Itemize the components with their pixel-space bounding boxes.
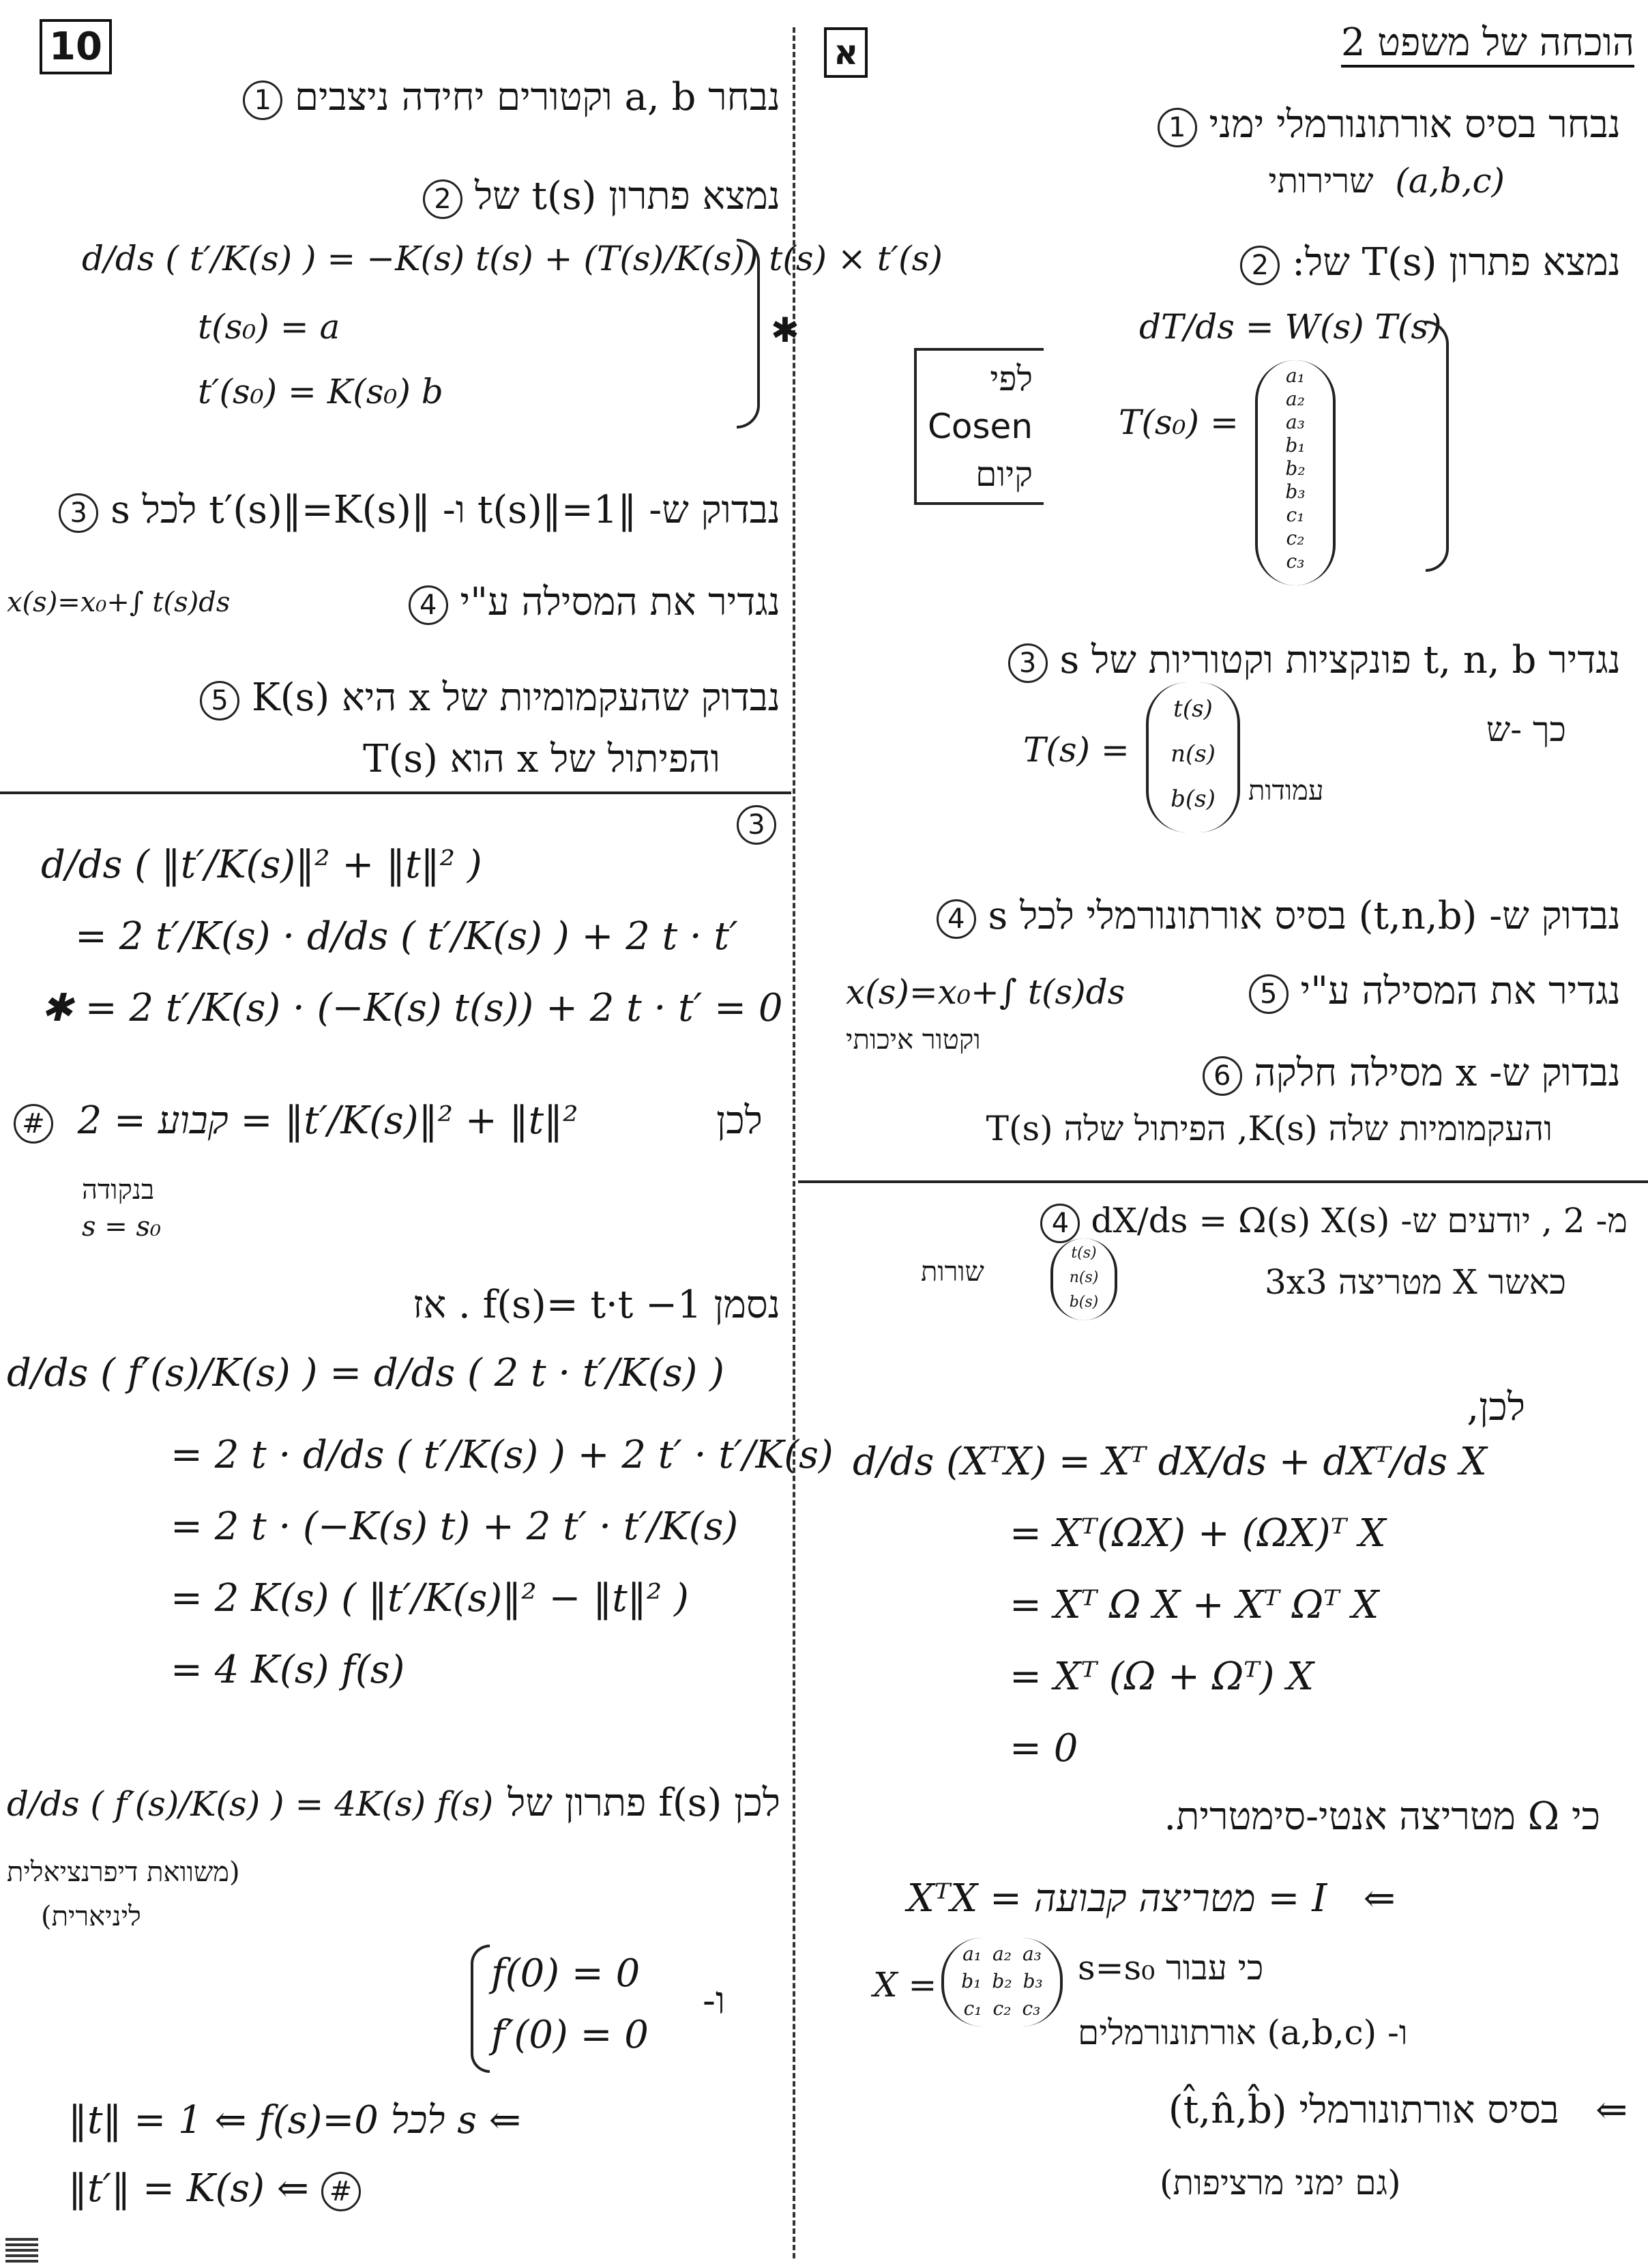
r-proof4-conclusion3: (גם ימני מרציפות) [1160,2163,1401,2202]
matrix-row [944,1995,1060,2022]
matrix-cell: a₂ [992,1943,1012,1965]
l-proof3-result2: ‖t′‖ = K(s) ⇐ # [68,2166,361,2211]
l-step4-eq: x(s)=x₀+∫ t(s)ds [7,587,231,618]
r-step2-vector [1255,360,1336,585]
r-step3-vector: t(s) n(s) b(s) [1146,682,1240,832]
matrix-cell: b₃ [1022,1970,1043,1992]
r-step3: נגדיר t, n, b פונקציות וקטוריות של s 3 [1008,638,1621,683]
r-proof4-ortho: ו- (a,b,c) אורתונורמלים [1078,2013,1408,2052]
l-proof3-ode: d/ds ( f′(s)/K(s) ) = 4K(s) f(s) [7,1784,494,1824]
l-proof3-eq-1: = 2 t′/K(s) · d/ds ( t′/K(s) ) + 2 t · t′ [75,914,738,959]
l-step5: נבדוק שהעקמומיות של x היא K(s) 5 [200,675,780,721]
r-step6-cont: והעקמומיות שלה K(s), הפיתול שלה T(s) [986,1109,1553,1148]
r-step2: נמצא פתרון T(s) של: 2 [1240,240,1621,285]
matrix-cell: c₁ [963,1997,982,2020]
vector-entry: a₃ [1286,411,1305,433]
r-proof4-eq-1: = Xᵀ(ΩX) + (ΩX)ᵀ X [1010,1511,1386,1556]
r-step1-cont: (a,b,c) שרירותי [1268,161,1505,201]
r-step3-lhs: T(s) = [1023,730,1130,770]
matrix-cell: b₁ [961,1970,982,1992]
page-title: הוכחה של משפט 2 [1341,20,1634,68]
r-step3-label: עמודות [1248,775,1324,806]
l-proof3-init-brace [471,1945,490,2073]
r-step2-brace [1426,321,1449,572]
l-proof3-deriv-1: = 2 t · d/ds ( t′/K(s) ) + 2 t′ · t′/K(s) [171,1433,834,1477]
l-step2-eq-2: t′(s₀) = K(s₀) b [198,372,443,411]
r-proof4-matrix-note: כי עבור s=s₀ [1078,1948,1264,1988]
matrix-cell: c₂ [992,1997,1012,2020]
r-proof4-eq-2: = Xᵀ Ω X + Xᵀ Ωᵀ X [1010,1583,1379,1627]
page-number: 10 [40,19,112,74]
l-proof3-init-and: ו- [703,1979,726,2023]
l-proof3-therefore: לכן [716,1099,763,1143]
r-proof4-cols-note: שורות [921,1256,984,1288]
r-proof4-line2: כאשר X מטריצה 3x3 [1264,1262,1566,1302]
r-proof4-conclusion1: XᵀX = מטריצה קבועה = I ⇐ [907,1876,1396,1921]
r-step2-eq: dT/ds = W(s) T(s) [1139,307,1442,347]
left-divider [0,791,791,794]
l-proof3-deriv-0: d/ds ( f′(s)/K(s) ) = d/ds ( 2 t · t′/K(s) ) [7,1351,725,1395]
l-proof3-define: נסמן f(s)= t·t −1 . אז [412,1283,780,1327]
l-step2: נמצא פתרון t(s) של 2 [423,174,780,219]
r-step3-cont: כך -ש [1486,710,1566,749]
vector-entry: c₂ [1286,527,1305,549]
matrix-row [944,1968,1060,1995]
section-mark: א [824,27,868,78]
l-proof3-ode-note2: ליניארית) [41,1901,141,1932]
l-step2-eq-1: t(s₀) = a [198,307,340,347]
l-proof3-init-0: f(0) = 0 [491,1951,641,1996]
vector-entry: a₂ [1286,388,1305,410]
right-divider [798,1180,1648,1183]
r-proof4-conclusion2: (t̂,n̂,b̂) בסיס אורתונורמלי ⇐ [1168,2088,1628,2132]
r-step5-sub: וקטור איכותי [846,1024,981,1056]
l-proof3-deriv-2: = 2 t · (−K(s) t) + 2 t′ · t′/K(s) [171,1504,739,1549]
matrix-row [944,1940,1060,1968]
r-step1: נבחר בסיס אורתונורמלי ימני 1 [1158,102,1621,147]
l-step3: נבדוק ש- ‖t(s)‖=1 ו- ‖t′(s)‖=K(s) לכל s 3 [59,488,780,533]
r-proof4-therefore: לכן, [1467,1385,1525,1429]
r-step2-init: T(s₀) = [1119,403,1239,442]
vector-entry: a₁ [1286,364,1305,387]
l-proof3-deriv-3: = 2 K(s) ( ‖t′/K(s)‖² − ‖t‖² ) [171,1576,689,1620]
scan-mark-icon [5,2235,38,2263]
r-proof4-line1: מ- 2 , יודעים ש- dX/ds = Ω(s) X(s) 4 [1040,1201,1628,1243]
r-step4: נבדוק ש- (t,n,b) בסיס אורתונורמלי לכל s 4 [937,894,1621,939]
matrix-cell: a₃ [1022,1943,1042,1965]
l-proof3-eq-0: d/ds ( ‖t′/K(s)‖² + ‖t‖² ) [41,843,482,887]
l-proof3-hence: לכן f(s) פתרון של [507,1781,780,1825]
r-proof4-cols: t(s) n(s) b(s) [1050,1238,1117,1320]
l-step5-cont: והפיתול של x הוא T(s) [363,737,720,781]
l-step1: נבחר a, b וקטורים יחידה ניצבים 1 [243,75,780,120]
matrix-cell: c₃ [1022,1997,1041,2020]
l-step2-eq-0: d/ds ( t′/K(s) ) = −K(s) t(s) + (T(s)/K(s)) t(s) × t′(s) [82,239,943,278]
l-step4: נגדיר את המסילה ע"י 4 [409,580,780,625]
matrix-cell: b₂ [992,1970,1012,1992]
l-proof3-at-s: s = s₀ [82,1211,162,1242]
vector-entry: c₃ [1286,550,1305,572]
r-step6: נבדוק ש- x מסילה חלקה 6 [1203,1051,1621,1096]
r-proof4-reason: כי Ω מטריצה אנטי-סימטרית. [1164,1794,1600,1839]
r-proof4-eq-4: = 0 [1010,1726,1078,1771]
l-step2-star: ✱ [771,310,799,350]
r-step5: נגדיר את המסילה ע"י 5 [1249,969,1621,1014]
vector-entry: c₁ [1286,504,1305,526]
r-step2-side-note: לפי Cosen קיום [914,348,1044,505]
column-divider [793,27,795,2258]
r-proof4-eq-0: d/ds (XᵀX) = Xᵀ dX/ds + dXᵀ/ds X [853,1440,1487,1484]
r-proof4-matrix-lhs: X = [873,1965,937,2005]
vector-entry: b₂ [1285,457,1306,480]
r-proof4-eq-3: = Xᵀ (Ω + Ωᵀ) X [1010,1655,1314,1699]
matrix-cell: a₁ [962,1943,982,1965]
r-step5-eq: x(s)=x₀+∫ t(s)ds [846,972,1125,1012]
r-proof4-matrix [941,1938,1063,2026]
vector-entry: b₁ [1285,434,1306,456]
l-proof3-eq-2: ✱ = 2 t′/K(s) · (−K(s) t(s)) + 2 t · t′ = 0 [41,986,783,1030]
l-proof3-at-point: בנקודה [82,1174,155,1206]
l-proof3-deriv-4: = 4 K(s) f(s) [171,1648,405,1692]
vector-entry: b₃ [1285,480,1306,503]
l-step2-brace [737,239,760,428]
l-proof3-num: 3 [737,805,776,845]
l-proof3-ode-note1: (משוואת דיפרנציאלית [7,1857,240,1888]
l-proof3-result1: ‖t‖ = 1 ⇐ f(s)=0 לכל s ⇐ [68,2098,521,2142]
l-proof3-const: # 2 = קבוע = ‖t′/K(s)‖² + ‖t‖² [14,1099,578,1144]
l-proof3-init-1: f′(0) = 0 [491,2013,649,2057]
